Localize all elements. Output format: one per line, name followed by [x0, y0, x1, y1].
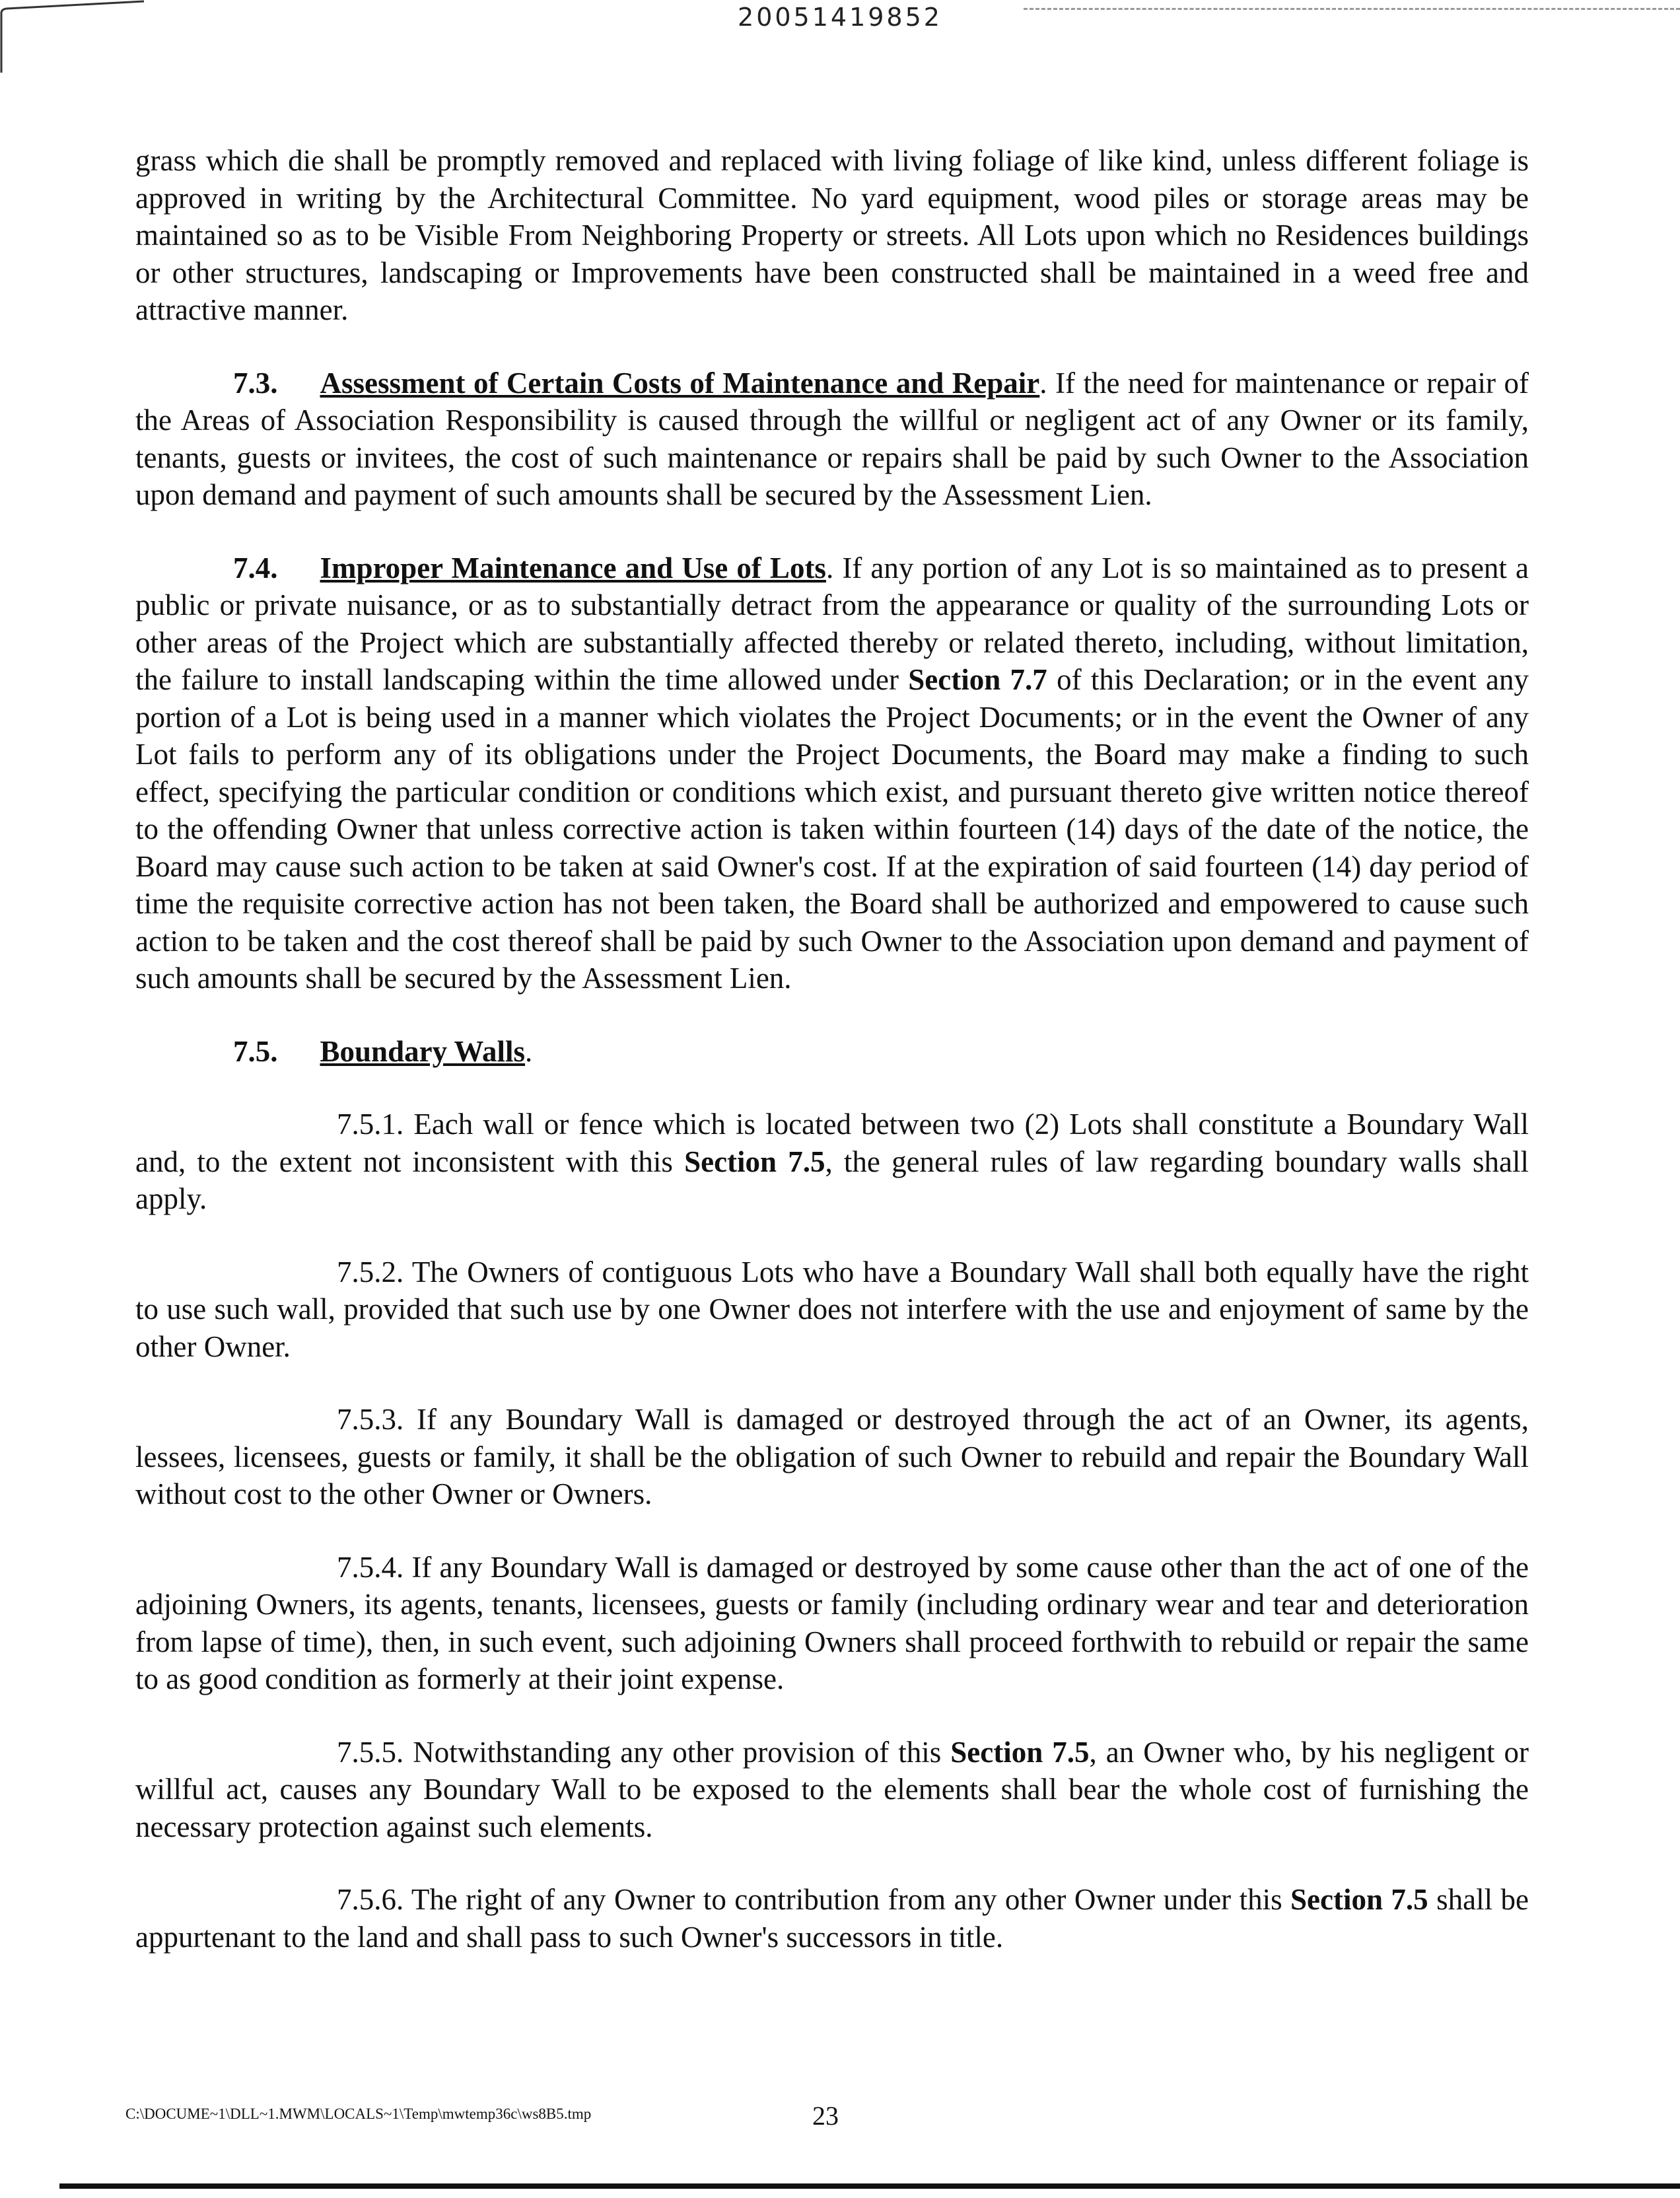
footer-file-path: C:\DOCUME~1\DLL~1.MWM\LOCALS~1\Temp\mwtemp36c\ws8B5.tmp — [125, 2106, 592, 2122]
subsection-7-5-1 — [135, 1106, 1529, 1218]
paragraph-continuation: grass which die shall be promptly removed and replaced with living foliage of like kind, unless different foliage is approved in writing by the Architectural Committee. No yard equipment, wood piles or storage areas may be maintained so as to be Visible From Neighboring Property or streets. All Lots upon which no Residences buildings or other structures, landscaping or Improvements have been constructed shall be maintained in a weed free and attractive manner. — [135, 144, 1529, 326]
subsection-text: 7.5.6. The right of any Owner to contribution from any other Owner under this — [337, 1883, 1291, 1916]
subsection-7-5-2: 7.5.2. The Owners of contiguous Lots who have a Boundary Wall shall both equally have the right to use such wall, provided that such use by one Owner does not interfere with the use and enjoyment of same by the other Owner. — [135, 1255, 1529, 1363]
subsection-text: 7.5.5. Notwithstanding any other provision of this — [337, 1735, 951, 1769]
section-title: Improper Maintenance and Use of Lots — [320, 551, 826, 585]
page-number: 23 — [812, 2101, 839, 2131]
subsection-text: , an Owner who, by his negligent or willful act, causes any Boundary Wall to be exposed to the elements shall bear the whole cost of furnishing the necessary protection against such elements. — [135, 1735, 1529, 1843]
subsection-7-5-6 — [135, 1881, 1529, 1956]
section-reference: Section 7.5 — [950, 1735, 1090, 1769]
subsection-text: shall be appurtenant to the land and shall pass to such Owner's successors in title. — [135, 1883, 1529, 1954]
subsection-7-5-4: 7.5.4. If any Boundary Wall is damaged or destroyed by some cause other than the act of one of the adjoining Owners, its agents, tenants, licensees, guests or family (including ordinary wear and tear and deterioration from lapse of time), then, in such event, such adjoining Owners shall proceed forthwith to rebuild or repair the same to as good condition as formerly at their joint expense. — [135, 1550, 1529, 1695]
section-7-5 — [135, 1033, 1529, 1071]
section-number: 7.5. — [233, 1034, 278, 1068]
document-body — [135, 142, 1529, 1991]
subsection-text: , the general rules of law regarding boundary walls shall apply. — [135, 1145, 1529, 1215]
section-text: . — [525, 1034, 533, 1068]
section-reference: Section 7.5 — [1290, 1883, 1428, 1916]
scan-bottom-bar — [59, 2183, 1680, 2189]
section-text: . If any portion of any Lot is so maintained as to present a public or private nuisance, or as to substantially detract from the appearance or quality of the surrounding Lots or other areas of the Project which are substantially affected thereby or related thereto, including, without limitation, the failure to install landscaping within the time allowed under — [135, 551, 1529, 696]
section-number: 7.4. — [233, 551, 278, 585]
subsection-7-5-5 — [135, 1734, 1529, 1846]
section-number: 7.3. — [233, 366, 278, 400]
section-text: of this Declaration; or in the event any portion of a Lot is being used in a manner which violates the Project Documents; or in the event the Owner of any Lot fails to perform any of its obligations under the Project Documents, the Board may make a finding to such effect, specifying the particular condition or conditions which exist, and pursuant thereto give written notice thereof to the offending Owner that unless corrective action is taken within fourteen (14) days of the date of the notice, the Board may cause such action to be taken at said Owner's cost. If at the expiration of said fourteen (14) day period of time the requisite corrective action has not been taken, the Board shall be authorized and empowered to cause such action to be taken and the cost thereof shall be paid by such Owner to the Association upon demand and payment of such amounts shall be secured by the Assessment Lien. — [135, 663, 1529, 995]
section-7-4 — [135, 550, 1529, 997]
subsection-text: 7.5.1. Each wall or fence which is located between two (2) Lots shall constitute a Boundary Wall and, to the extent not inconsistent with this — [135, 1108, 1529, 1178]
section-title: Assessment of Certain Costs of Maintenance and Repair — [320, 366, 1040, 400]
subsection-7-5-3: 7.5.3. If any Boundary Wall is damaged or destroyed through the act of an Owner, its agents, lessees, licensees, guests or family, it shall be the obligation of such Owner to rebuild and repair the Boundary Wall without cost to the other Owner or Owners. — [135, 1403, 1529, 1510]
section-title: Boundary Walls — [320, 1034, 526, 1068]
document-number: 20051419852 — [738, 3, 942, 32]
section-reference: Section 7.7 — [908, 663, 1047, 696]
section-7-3 — [135, 365, 1529, 514]
section-text: . If the need for maintenance or repair of the Areas of Association Responsibility is caused through the willful or negligent act of any Owner or its family, tenants, guests or invitees, the cost of such maintenance or repairs shall be paid by such Owner to the Association upon demand and payment of such amounts shall be secured by the Assessment Lien. — [135, 366, 1529, 511]
section-reference: Section 7.5 — [684, 1145, 825, 1178]
